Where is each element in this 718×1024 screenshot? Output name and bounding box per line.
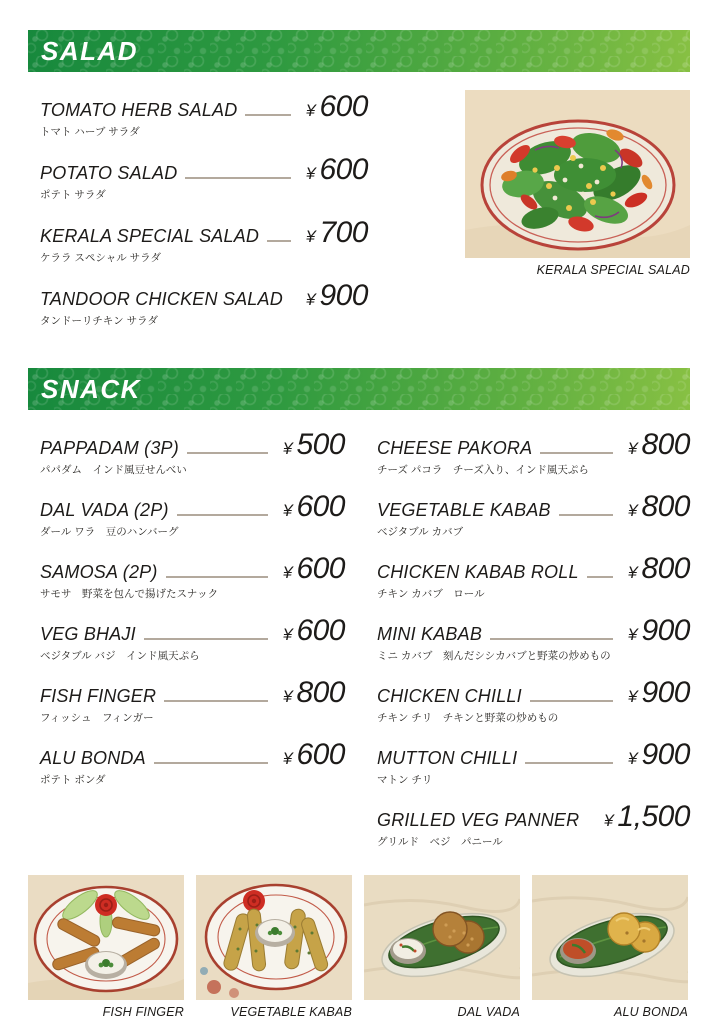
item-row xyxy=(377,800,690,834)
item-name: TANDOOR CHICKEN SALAD xyxy=(40,289,283,309)
menu-item-kerala-special-salad xyxy=(40,216,368,265)
kerala-special-salad-figure xyxy=(465,90,690,277)
item-name: ALU BONDA xyxy=(40,748,146,768)
menu-item-samosa xyxy=(40,552,345,601)
snack-section-title: SNACK xyxy=(41,374,141,404)
item-price xyxy=(283,490,345,524)
item-name: VEGETABLE KABAB xyxy=(377,500,551,520)
item-subtitle-jp: ケララ スペシャル サラダ xyxy=(40,252,162,264)
item-price xyxy=(628,428,690,462)
alu-bonda-figure xyxy=(532,875,688,1019)
menu-item-fish-finger xyxy=(40,676,345,725)
yen-symbol: ¥ xyxy=(282,439,293,458)
leader-line xyxy=(559,514,613,516)
item-row xyxy=(377,614,690,648)
dip-bowl xyxy=(85,951,127,979)
item-subtitle-jp: チキン カバブ ロール xyxy=(377,588,485,600)
item-row xyxy=(40,490,345,524)
fish-finger-photo xyxy=(28,875,184,1000)
item-row xyxy=(40,738,345,772)
item-subtitle-jp: フィッシュ フィンガー xyxy=(40,712,154,724)
leader-line xyxy=(540,452,613,454)
item-subtitle-jp: ベジタブル バジ インド風天ぷら xyxy=(40,650,200,662)
leader-line xyxy=(166,576,268,578)
leader-line xyxy=(587,576,613,578)
dal-vada-figure xyxy=(364,875,520,1019)
item-subtitle-jp: トマト ハーブ サラダ xyxy=(40,126,140,138)
menu-item-pappadam xyxy=(40,428,345,477)
menu-item-mini-kabab xyxy=(377,614,690,663)
yen-symbol: ¥ xyxy=(282,625,293,644)
yen-symbol: ¥ xyxy=(627,749,638,768)
leader-line xyxy=(525,762,613,764)
fish-finger-caption: FISH FINGER xyxy=(102,1005,184,1019)
snack-items-left-column xyxy=(40,428,345,800)
kerala-special-salad-photo xyxy=(465,90,690,258)
item-row xyxy=(40,90,368,124)
price-amount: 600 xyxy=(319,153,368,186)
price-amount: 600 xyxy=(296,738,345,771)
menu-item-tandoor-chicken-salad xyxy=(40,279,368,328)
item-name: CHEESE PAKORA xyxy=(377,438,533,458)
menu-item-mutton-chilli xyxy=(377,738,690,787)
menu-item-potato-salad xyxy=(40,153,368,202)
price-amount: 800 xyxy=(641,490,690,523)
item-row xyxy=(40,153,368,187)
item-name: MUTTON CHILLI xyxy=(377,748,518,768)
salad-section-banner xyxy=(28,30,690,72)
yen-symbol: ¥ xyxy=(627,439,638,458)
item-price xyxy=(628,552,690,586)
alu-bonda-caption: ALU BONDA xyxy=(613,1005,688,1019)
item-name: KERALA SPECIAL SALAD xyxy=(40,226,260,246)
item-row xyxy=(40,676,345,710)
snack-section-banner xyxy=(28,368,690,410)
leader-line xyxy=(245,114,291,116)
item-price xyxy=(283,428,345,462)
price-amount: 800 xyxy=(641,428,690,461)
item-price xyxy=(628,614,690,648)
menu-item-grilled-veg-panner xyxy=(377,800,690,849)
leader-line xyxy=(185,177,291,179)
yen-symbol: ¥ xyxy=(282,501,293,520)
item-subtitle-jp: ミニ カバブ 刻んだシシカバブと野菜の炒めもの xyxy=(377,650,611,662)
item-price xyxy=(306,279,368,313)
salad-photo-caption: KERALA SPECIAL SALAD xyxy=(536,263,690,277)
item-subtitle-jp: タンドーリチキン サラダ xyxy=(40,315,158,327)
leader-line xyxy=(267,240,291,242)
yen-symbol: ¥ xyxy=(282,687,293,706)
item-subtitle-jp: マトン チリ xyxy=(377,774,433,786)
item-subtitle-jp: パパダム インド風豆せんべい xyxy=(40,464,187,476)
fish-finger-figure xyxy=(28,875,184,1019)
vegetable-kabab-photo xyxy=(196,875,352,1000)
yen-symbol: ¥ xyxy=(603,811,614,830)
salad-items-list xyxy=(40,90,368,342)
leader-line xyxy=(154,762,268,764)
item-subtitle-jp: サモサ 野菜を包んで揚げたスナック xyxy=(40,588,219,600)
leader-line xyxy=(490,638,613,640)
leader-line xyxy=(164,700,268,702)
item-row xyxy=(40,552,345,586)
price-amount: 700 xyxy=(319,216,368,249)
item-row xyxy=(40,428,345,462)
item-subtitle-jp: グリルド ベジ パニール xyxy=(377,836,503,848)
item-price xyxy=(283,676,345,710)
item-subtitle-jp: チキン チリ チキンと野菜の炒めもの xyxy=(377,712,559,724)
item-name: CHICKEN CHILLI xyxy=(377,686,522,706)
menu-item-dal-vada xyxy=(40,490,345,539)
menu-item-chicken-chilli xyxy=(377,676,690,725)
item-price xyxy=(283,614,345,648)
item-row xyxy=(377,428,690,462)
item-row xyxy=(377,738,690,772)
menu-item-veg-bhaji xyxy=(40,614,345,663)
dal-vada-photo xyxy=(364,875,520,1000)
leader-line xyxy=(530,700,613,702)
price-amount: 900 xyxy=(641,676,690,709)
item-row xyxy=(40,279,368,313)
item-name: POTATO SALAD xyxy=(40,163,178,183)
yen-symbol: ¥ xyxy=(627,625,638,644)
dal-vada-caption: DAL VADA xyxy=(457,1005,520,1019)
dip-bowl xyxy=(255,919,295,947)
item-name: TOMATO HERB SALAD xyxy=(40,100,238,120)
yen-symbol: ¥ xyxy=(627,687,638,706)
item-price xyxy=(628,738,690,772)
menu-item-alu-bonda xyxy=(40,738,345,787)
item-price xyxy=(628,490,690,524)
menu-item-chicken-kabab-roll xyxy=(377,552,690,601)
item-row xyxy=(377,676,690,710)
item-name: MINI KABAB xyxy=(377,624,483,644)
item-row xyxy=(377,552,690,586)
item-name: PAPPADAM (3P) xyxy=(40,438,179,458)
chutney-bowl xyxy=(390,938,426,964)
leader-line xyxy=(144,638,268,640)
item-name: CHICKEN KABAB ROLL xyxy=(377,562,579,582)
item-subtitle-jp: ポテト サラダ xyxy=(40,189,106,201)
yen-symbol: ¥ xyxy=(627,501,638,520)
price-amount: 600 xyxy=(296,552,345,585)
yen-symbol: ¥ xyxy=(305,164,316,183)
item-name: DAL VADA (2P) xyxy=(40,500,169,520)
item-price xyxy=(283,738,345,772)
price-amount: 600 xyxy=(319,90,368,123)
salad-section-title: SALAD xyxy=(41,36,139,66)
chutney-bowl xyxy=(560,938,596,964)
price-amount: 900 xyxy=(319,279,368,312)
yen-symbol: ¥ xyxy=(305,101,316,120)
item-subtitle-jp: ダール ワラ 豆のハンバーグ xyxy=(40,526,179,538)
item-name: SAMOSA (2P) xyxy=(40,562,158,582)
item-row xyxy=(40,216,368,250)
tomato-rose xyxy=(95,894,117,916)
menu-item-tomato-herb-salad xyxy=(40,90,368,139)
alu-bonda-photo xyxy=(532,875,688,1000)
yen-symbol: ¥ xyxy=(282,563,293,582)
item-subtitle-jp: ベジタブル カバブ xyxy=(377,526,464,538)
snack-items-right-column xyxy=(377,428,690,862)
item-subtitle-jp: ポテト ボンダ xyxy=(40,774,106,786)
item-price xyxy=(306,216,368,250)
item-price xyxy=(604,800,690,834)
yen-symbol: ¥ xyxy=(305,227,316,246)
item-row xyxy=(40,614,345,648)
yen-symbol: ¥ xyxy=(282,749,293,768)
item-price xyxy=(306,153,368,187)
price-amount: 600 xyxy=(296,614,345,647)
item-price xyxy=(628,676,690,710)
price-amount: 600 xyxy=(296,490,345,523)
item-name: GRILLED VEG PANNER xyxy=(377,810,580,830)
price-amount: 800 xyxy=(296,676,345,709)
yen-symbol: ¥ xyxy=(627,563,638,582)
price-amount: 800 xyxy=(641,552,690,585)
item-subtitle-jp: チーズ パコラ チーズ入り、インド風天ぷら xyxy=(377,464,589,476)
item-price xyxy=(283,552,345,586)
yen-symbol: ¥ xyxy=(305,290,316,309)
price-amount: 1,500 xyxy=(617,800,690,833)
menu-item-cheese-pakora xyxy=(377,428,690,477)
vegetable-kabab-caption: VEGETABLE KABAB xyxy=(230,1005,352,1019)
item-row xyxy=(377,490,690,524)
leader-line xyxy=(187,452,268,454)
item-name: FISH FINGER xyxy=(40,686,157,706)
item-name: VEG BHAJI xyxy=(40,624,136,644)
menu-item-vegetable-kabab xyxy=(377,490,690,539)
price-amount: 900 xyxy=(641,614,690,647)
price-amount: 500 xyxy=(296,428,345,461)
vegetable-kabab-figure xyxy=(196,875,352,1019)
item-price xyxy=(306,90,368,124)
snack-photos-row xyxy=(28,875,690,1019)
leader-line xyxy=(177,514,268,516)
price-amount: 900 xyxy=(641,738,690,771)
